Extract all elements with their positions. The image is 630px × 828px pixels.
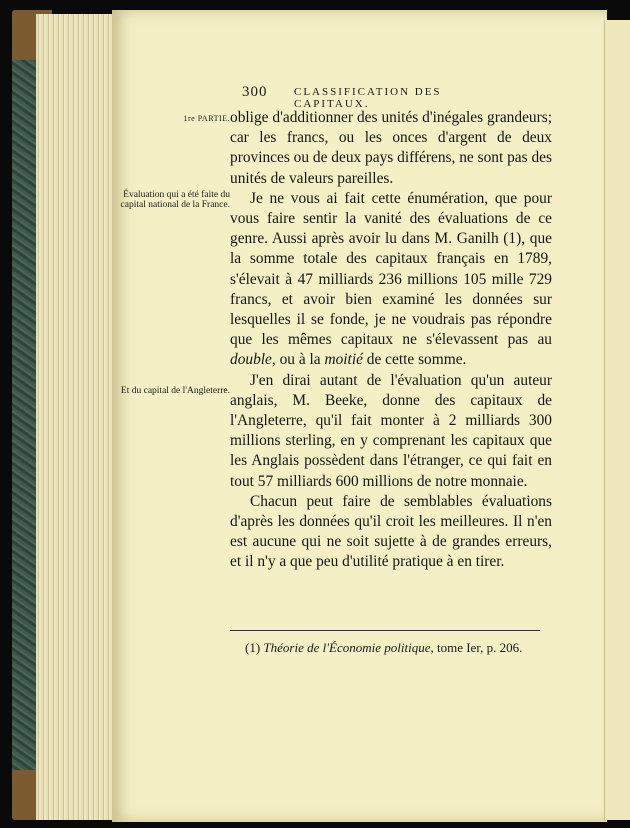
body-text [230, 108, 552, 573]
footnote-reference: , tome Ier, p. 206. [430, 640, 523, 655]
emphasis-moitie: moitié [324, 351, 363, 369]
emphasis-double: double [230, 351, 272, 369]
page-number: 300 [242, 84, 268, 100]
footnote [245, 640, 545, 656]
paragraph-2-text: Je ne vous ai fait cette énumération, que pour vous faire sentir la vanité des évaluations de ce genre. Aussi après avoir lu dans M. Ganilh (1), que la somme totale des capitaux français en 1789, s'élevait à 47 milliards 236 millions 105 mille 729 francs, et avoir bien examiné les données sur lesquelles il se fonde, je ne voudrais pas répondre que les mêmes capitaux ne s'élevassent pas au [230, 189, 552, 349]
paragraph-2 [230, 189, 552, 371]
paragraph-3: J'en dirai autant de l'évaluation qu'un auteur anglais, M. Beeke, donne des capitaux de l'Angleterre, qu'il fait monter à 2 milliards 300 millions sterling, en y comprenant les capitaux que les Anglais possèdent dans l'étranger, ce qui fait en tout 57 milliards 600 millions de notre monnaie. [230, 371, 552, 490]
footnote-marker: (1) [245, 640, 264, 655]
paragraph-4: Chacun peut faire de semblables évaluations d'après les données qu'il croit les meilleures. Il n'en est aucune qui ne soit sujette à de grandes erreurs, et il n'y a que peu d'utilité pratique à en tirer. [230, 492, 552, 571]
margin-note-france: Évaluation qui a été faite du capital national de la France. [120, 190, 230, 210]
margin-note-part: 1re PARTIE. [183, 114, 230, 123]
page-edges [36, 14, 114, 820]
facing-page-edge [604, 20, 630, 820]
running-header [242, 84, 517, 110]
footnote-rule [230, 630, 540, 631]
paragraph-2-text-c: de cette somme. [362, 351, 467, 369]
footnote-work-title: Théorie de l'Économie politique [263, 640, 431, 655]
margin-note-angleterre: Et du capital de l'Angleterre. [120, 386, 230, 396]
running-title: CLASSIFICATION DES CAPITAUX. [294, 86, 442, 110]
paragraph-2-text-b: , ou à la [271, 351, 325, 369]
paragraph-1: oblige d'additionner des unités d'inégales grandeurs; car les francs, ou les onces d'argent de deux provinces ou de deux pays différens, ne sont pas des unités de valeurs pareilles. [230, 109, 552, 187]
